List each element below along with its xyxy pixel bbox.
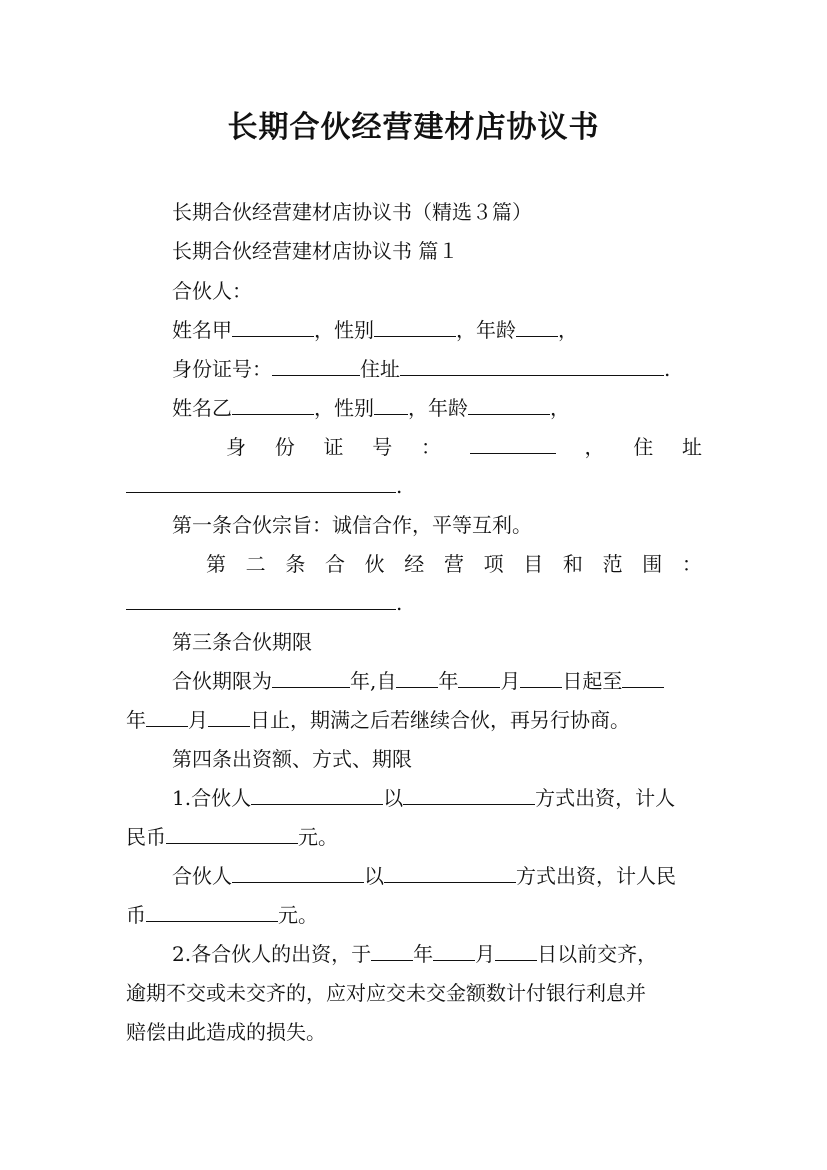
blank-field <box>371 942 413 961</box>
term-line-1 <box>172 669 664 693</box>
partner-label: 1.合伙人 <box>172 786 252 810</box>
blank-field <box>272 357 360 376</box>
blank-field <box>126 591 396 610</box>
period: . <box>664 357 671 381</box>
bi-label: 币 <box>126 903 146 927</box>
blank-field <box>396 669 438 688</box>
gender-label: ，性别 <box>314 318 374 342</box>
spaced-char: 二 <box>245 552 266 576</box>
spaced-char: 址 <box>682 435 702 459</box>
address-blank-line <box>126 474 402 498</box>
age-label: ，年龄 <box>408 396 468 420</box>
deadline-end-text: 日以前交齐， <box>537 942 658 966</box>
spaced-char: 项 <box>483 552 504 576</box>
day-from-label: 日起至 <box>562 669 623 693</box>
spaced-char: 营 <box>443 552 464 576</box>
spaced-char: 目 <box>523 552 544 576</box>
blank-field <box>468 396 550 415</box>
period: . <box>396 591 403 615</box>
age-label: ，年龄 <box>456 318 516 342</box>
article-1: 第一条合伙宗旨：诚信合作，平等互利。 <box>172 513 532 537</box>
spaced-char: ， <box>584 435 605 459</box>
blank-field <box>146 708 188 727</box>
year-label: 年 <box>438 669 459 693</box>
spaced-char: 围 <box>642 552 663 576</box>
spaced-char: 经 <box>404 552 425 576</box>
gender-label: ，性别 <box>314 396 374 420</box>
blank-field <box>251 786 383 805</box>
spaced-char: 和 <box>562 552 583 576</box>
blank-field <box>208 708 250 727</box>
article-2 <box>206 552 702 576</box>
year-from-label: 年,自 <box>350 669 397 693</box>
period: . <box>396 474 403 498</box>
spaced-char: 范 <box>602 552 623 576</box>
with-label: 以 <box>364 864 384 888</box>
deadline-line-1 <box>172 942 657 966</box>
blank-field <box>400 357 664 376</box>
address-label: 住址 <box>360 357 400 381</box>
blank-field <box>495 942 537 961</box>
term-line-2 <box>126 708 630 732</box>
blank-field <box>166 825 298 844</box>
deadline-line-2: 逾期不交或未交齐的，应对应交未交金额数计付银行利息并 <box>126 981 646 1005</box>
spaced-char: 合 <box>324 552 345 576</box>
year-label: 年 <box>126 708 146 732</box>
id-label: 身份证号： <box>172 357 272 381</box>
spaced-char: 证 <box>323 435 344 459</box>
comma: ， <box>550 396 570 420</box>
spaced-char: 身 <box>226 435 246 459</box>
month-label: 月 <box>500 669 521 693</box>
partner-a-line <box>172 318 578 342</box>
blank-field <box>374 318 456 337</box>
article-4: 第四条出资额、方式、期限 <box>172 747 412 771</box>
blank-field <box>470 435 556 454</box>
blank-field <box>520 669 562 688</box>
contribution-1-line-2 <box>126 825 338 849</box>
month-label: 月 <box>475 942 496 966</box>
blank-field <box>272 669 350 688</box>
month-label: 月 <box>188 708 208 732</box>
contribution-2-line-2 <box>126 903 318 927</box>
blank-field <box>232 864 364 883</box>
document-title: 长期合伙经营建材店协议书 <box>227 110 600 145</box>
blank-field <box>516 318 558 337</box>
deadline-line-3: 赔偿由此造成的损失。 <box>126 1020 326 1044</box>
method-text: 方式出资，计人民 <box>516 864 676 888</box>
scope-blank-line <box>126 591 402 615</box>
spaced-char: 第 <box>206 552 226 576</box>
blank-field <box>374 396 408 415</box>
spaced-char: 条 <box>285 552 306 576</box>
spaced-char: 号 <box>372 435 393 459</box>
partner-a-id-line <box>172 357 670 381</box>
rmb-label: 民币 <box>126 825 166 849</box>
partner-label: 合伙人 <box>172 864 232 888</box>
blank-field <box>126 474 396 493</box>
comma: ， <box>558 318 578 342</box>
yuan-label: 元。 <box>278 903 318 927</box>
blank-field <box>458 669 500 688</box>
blank-field <box>403 786 535 805</box>
blank-field <box>384 864 516 883</box>
partner-b-line <box>172 396 570 420</box>
term-label: 合伙期限为 <box>172 669 272 693</box>
contribution-1-line-1 <box>172 786 675 810</box>
section-title: 长期合伙经营建材店协议书 篇１ <box>172 239 459 263</box>
blank-field <box>232 318 314 337</box>
spaced-char: ： <box>421 435 441 459</box>
article-3: 第三条合伙期限 <box>172 630 312 654</box>
partners-label: 合伙人： <box>172 279 252 303</box>
spaced-char: 住 <box>633 435 654 459</box>
method-text: 方式出资，计人 <box>535 786 676 810</box>
deadline-label: 2.各合伙人的出资，于 <box>172 942 372 966</box>
name-b-label: 姓名乙 <box>172 396 232 420</box>
contribution-2-line-1 <box>172 864 676 888</box>
yuan-label: 元。 <box>298 825 338 849</box>
blank-field <box>433 942 475 961</box>
partner-b-id-line <box>226 435 702 459</box>
year-label: 年 <box>413 942 434 966</box>
blank-field <box>232 396 314 415</box>
spaced-char: 伙 <box>364 552 385 576</box>
with-label: 以 <box>383 786 404 810</box>
spaced-char: ： <box>681 552 702 576</box>
term-end-text: 日止，期满之后若继续合伙，再另行协商。 <box>250 708 630 732</box>
name-a-label: 姓名甲 <box>172 318 232 342</box>
spaced-char: 份 <box>274 435 295 459</box>
blank-field <box>146 903 278 922</box>
blank-field <box>622 669 664 688</box>
subtitle-line: 长期合伙经营建材店协议书（精选３篇） <box>172 200 532 224</box>
